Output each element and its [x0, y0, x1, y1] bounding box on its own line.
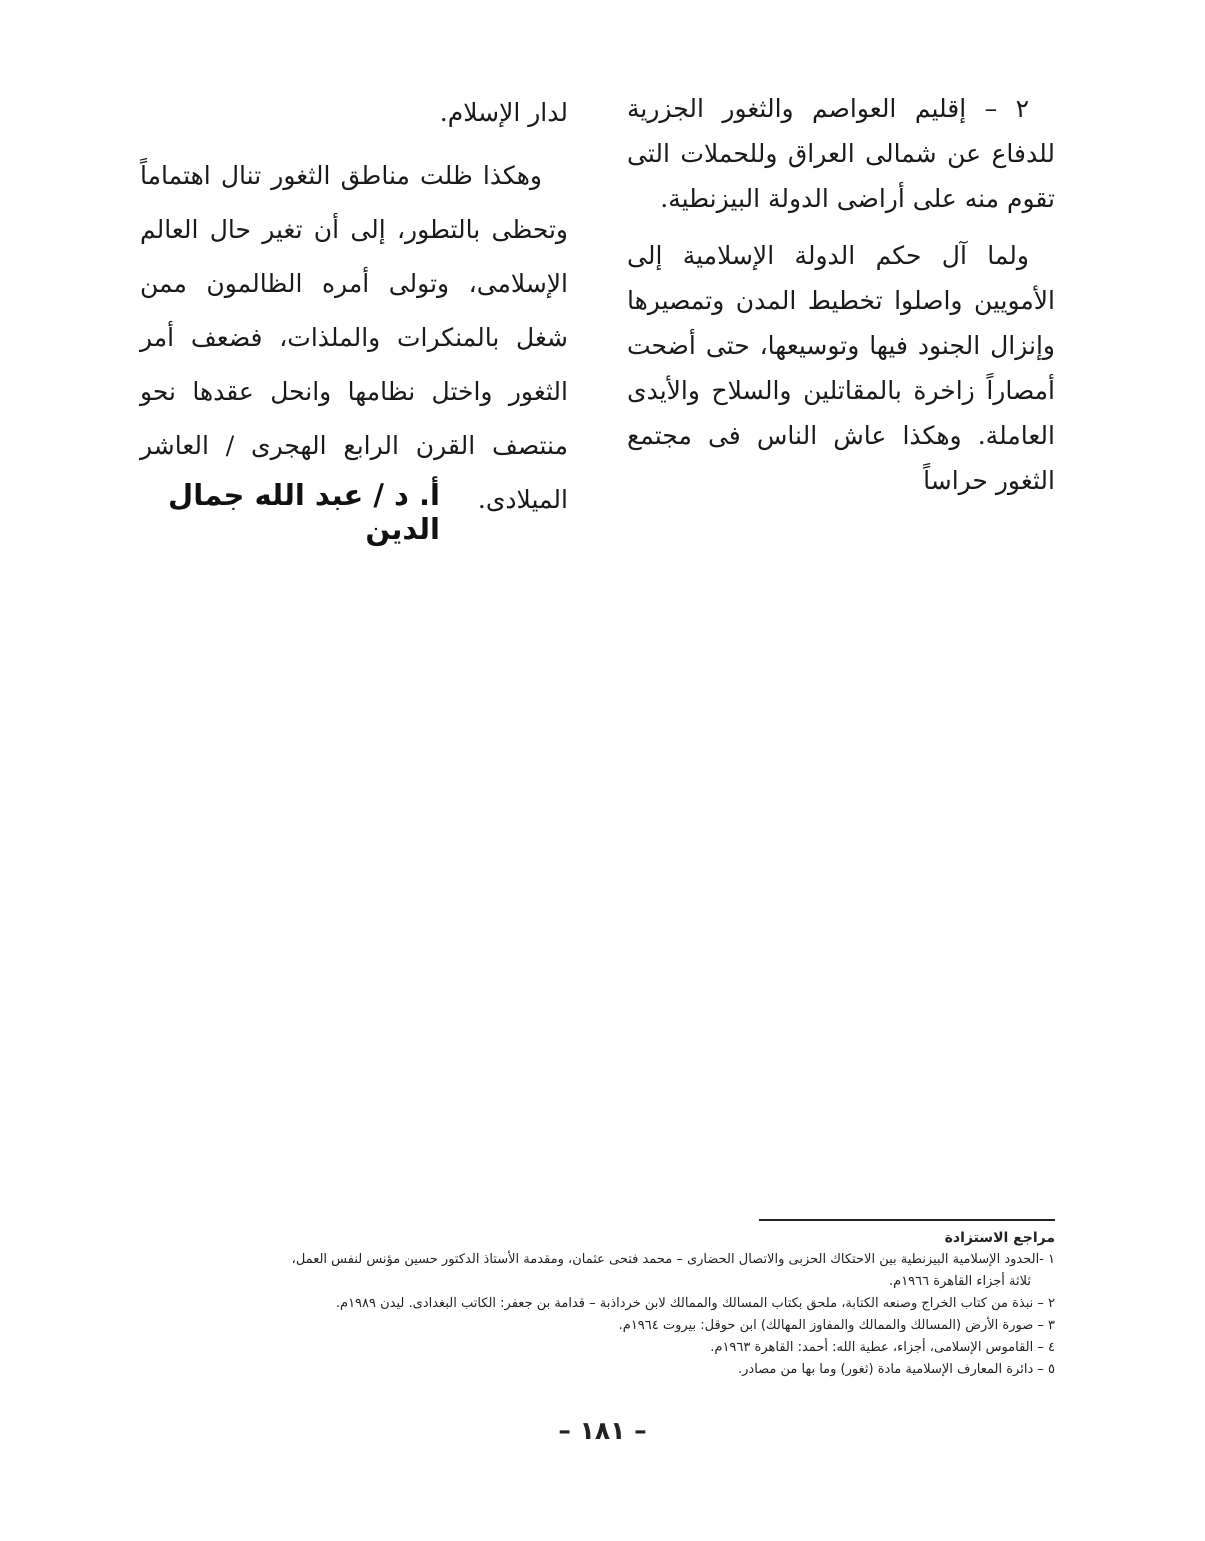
right-paragraph-1: ٢ – إقليم العواصم والثغور الجزرية للدفاع عن شمالى العراق وللحملات التى تقوم منه على أراضى الدولة البيزنطية.	[627, 94, 1055, 213]
reference-text: ٤ – القاموس الإسلامى، أجزاء، عطية الله: أحمد: القاهرة ١٩٦٣م.	[710, 1340, 1055, 1355]
reference-text: ٣ – صورة الأرض (المسالك والممالك والمفاوز المهالك) ابن حوقل: بيروت ١٩٦٤م.	[618, 1318, 1055, 1333]
reference-item	[140, 1337, 1055, 1359]
right-column	[627, 86, 1055, 503]
reference-item	[140, 1249, 1055, 1293]
reference-text: ١ -الحدود الإسلامية البيزنطية بين الاحتكاك الحزبى والاتصال الحضارى – محمد فتحى عثمان، ومقدمة الأستاذ الدكتور حسين مؤنس لنفس العمل،	[291, 1252, 1055, 1267]
reference-item	[140, 1293, 1055, 1315]
left-paragraph-2: وهكذا ظلت مناطق الثغور تنال اهتماماً وتحظى بالتطور، إلى أن تغير حال العالم الإسلامى، وتولى أمره الظالمون ممن شغل بالمنكرات والملذات، فضعف أمر الثغور واختل نظامها وانحل عقدها نحو منتصف القرن الرابع الهجرى / العاشر الميلادى.	[140, 161, 568, 514]
author-signature: أ. د / عبد الله جمال الدين	[168, 478, 440, 546]
reference-item	[140, 1359, 1055, 1381]
reference-text: ٥ – دائرة المعارف الإسلامية مادة (ثغور) وما بها من مصادر.	[738, 1362, 1055, 1377]
left-paragraph-1: لدار الإسلام.	[439, 98, 568, 127]
reference-item	[140, 1315, 1055, 1337]
right-paragraph-2: ولما آل حكم الدولة الإسلامية إلى الأمويين واصلوا تخطيط المدن وتمصيرها وإنزال الجنود فيها وتوسيعها، حتى أضحت أمصاراً زاخرة بالمقاتلين والسلاح والأيدى العاملة. وهكذا عاش الناس فى مجتمع الثغور حراساً	[627, 241, 1055, 495]
references-title: مراجع الاستزادة	[944, 1230, 1055, 1246]
page-number: – ١٨١ –	[558, 1416, 647, 1445]
footnote-divider	[759, 1219, 1055, 1221]
reference-continuation: ثلاثة أجزاء القاهرة ١٩٦٦م.	[889, 1274, 1031, 1289]
reference-text: ٢ – نبذة من كتاب الخراج وصنعه الكتابة، ملحق بكتاب المسالك والممالك لابن خرداذبة – قدامة بن جعفر: الكاتب البغدادى. ليدن ١٩٨٩م.	[335, 1296, 1055, 1311]
left-column	[140, 86, 568, 527]
references-section	[140, 1227, 1055, 1381]
